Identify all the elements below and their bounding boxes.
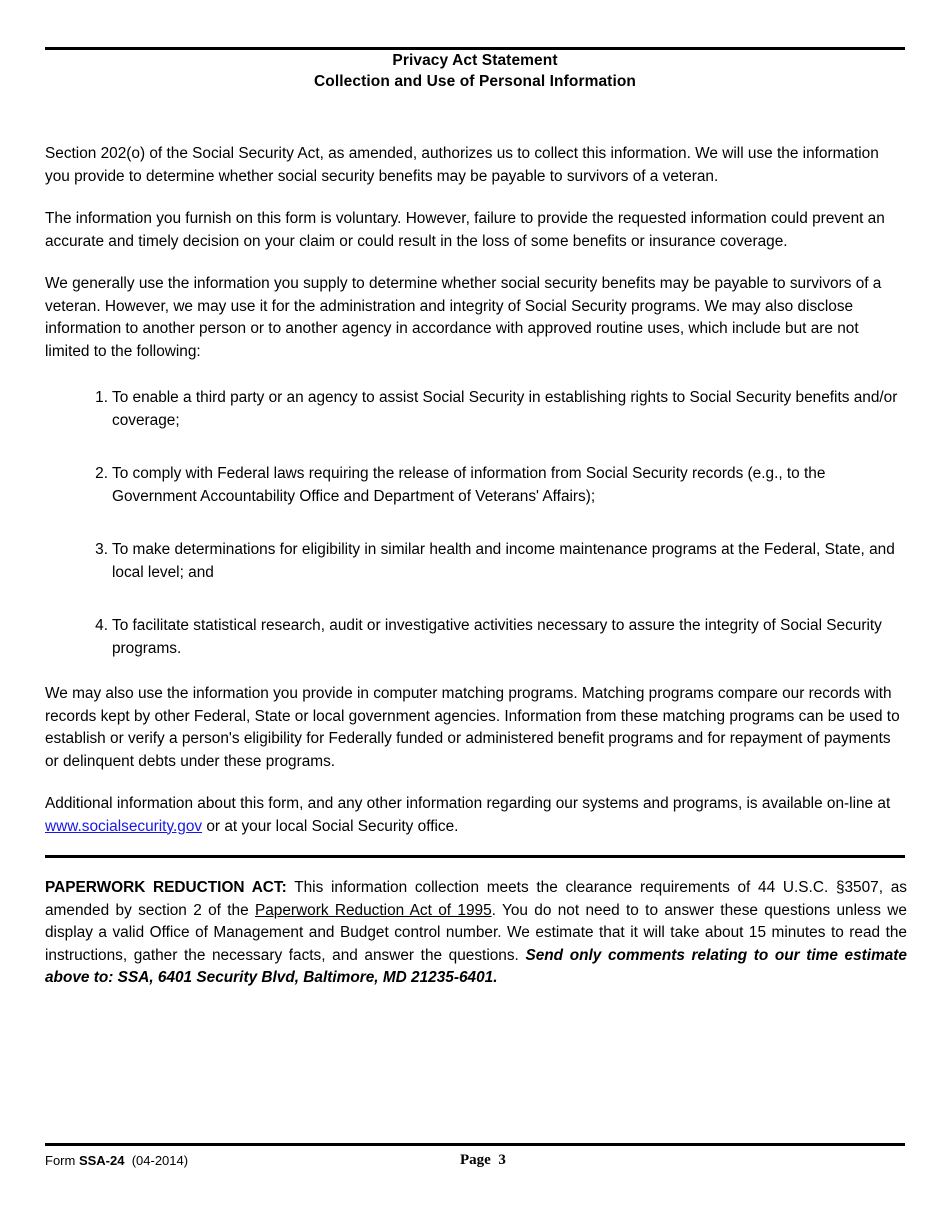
document-body <box>45 143 907 838</box>
paragraph-routine-uses-intro: We generally use the information you supply to determine whether social security benefits may be payable to survivors of a veteran. However, we may use it for the administration and integrity of Social Security programs. We may also disclose information to another person or to another agency in accordance with approved routine uses, which include but are not limited to the following: <box>45 275 882 360</box>
paragraph-additional-information <box>45 793 907 838</box>
paperwork-comments-emphasis: Send only comments relating to our time estimate above to: SSA, 6401 Security Blvd, Baltimore, MD 21235-6401. <box>45 946 907 986</box>
form-revision-date: (04-2014) <box>124 1153 189 1168</box>
form-number: SSA-24 <box>78 1153 125 1168</box>
list-item-number: 1. <box>95 389 108 406</box>
list-item-number: 2. <box>95 465 108 482</box>
list-item <box>45 615 907 660</box>
form-identifier <box>45 1152 188 1170</box>
list-item-number: 3. <box>95 541 108 558</box>
list-item-text: To facilitate statistical research, audit or investigative activities necessary to assure the integrity of Social Security programs. <box>112 617 882 657</box>
list-item <box>45 539 907 584</box>
socialsecurity-website-link[interactable]: www.socialsecurity.gov <box>45 817 203 835</box>
paragraph-computer-matching: We may also use the information you provide in computer matching programs. Matching programs compare our records with records kept by other Federal, State or local government agencies. Information from these matching programs can be used to establish or verify a person's eligibility for Federally funded or administered benefit programs and for repayment of payments or delinquent debts under these programs. <box>45 685 900 770</box>
additional-info-text-after-link: or at your local Social Security office. <box>202 817 459 835</box>
page-number: Page 3 <box>460 1152 506 1168</box>
list-item-text: To comply with Federal laws requiring the release of information from Social Security records (e.g., to the Government Accountability Office and Department of Veterans' Affairs); <box>112 465 826 505</box>
paperwork-reduction-act-block <box>45 877 907 990</box>
routine-uses-list-block <box>45 383 907 660</box>
list-item-text: To enable a third party or an agency to assist Social Security in establishing rights to Social Security benefits and/or coverage; <box>112 389 898 429</box>
header-title-line-1: Privacy Act Statement <box>392 52 558 69</box>
paragraph-authorization: Section 202(o) of the Social Security Act, as amended, authorizes us to collect this information. We will use the information you provide to determine whether social security benefits may be payable to survivors of a veteran. <box>45 145 879 185</box>
paperwork-divider-rule <box>45 855 905 858</box>
list-item <box>45 463 907 508</box>
footer-divider-rule <box>45 1143 905 1146</box>
document-footer <box>45 1152 907 1174</box>
paragraph-voluntary: The information you furnish on this form is voluntary. However, failure to provide the requested information could prevent an accurate and timely decision on your claim or could result in the loss of some benefits or insurance coverage. <box>45 210 885 250</box>
form-prefix-label: Form <box>45 1153 79 1168</box>
additional-info-text-before-link: Additional information about this form, and any other information regarding our systems and programs, is available on-line at <box>45 795 891 812</box>
routine-uses-list <box>45 387 907 660</box>
paperwork-heading: PAPERWORK REDUCTION ACT: <box>45 879 287 896</box>
list-item-text: To make determinations for eligibility in similar health and income maintenance programs at the Federal, State, and local level; and <box>112 541 895 581</box>
list-item-number: 4. <box>95 617 108 634</box>
header-title-line-2: Collection and Use of Personal Information <box>314 73 636 90</box>
paperwork-text-part-2: . You do not need to to answer these questions unless we display a valid Office of Management and Budget control number. We estimate that it will take about 15 minutes to read the instructions, gather the necessary facts, and answer the questions. <box>45 901 907 964</box>
paperwork-act-citation: Paperwork Reduction Act of 1995 <box>254 901 492 919</box>
list-item <box>45 387 907 432</box>
document-header <box>45 50 905 92</box>
paperwork-text-part-1: This information collection meets the clearance requirements of 44 U.S.C. §3507, as amended by section 2 of the <box>45 879 907 919</box>
